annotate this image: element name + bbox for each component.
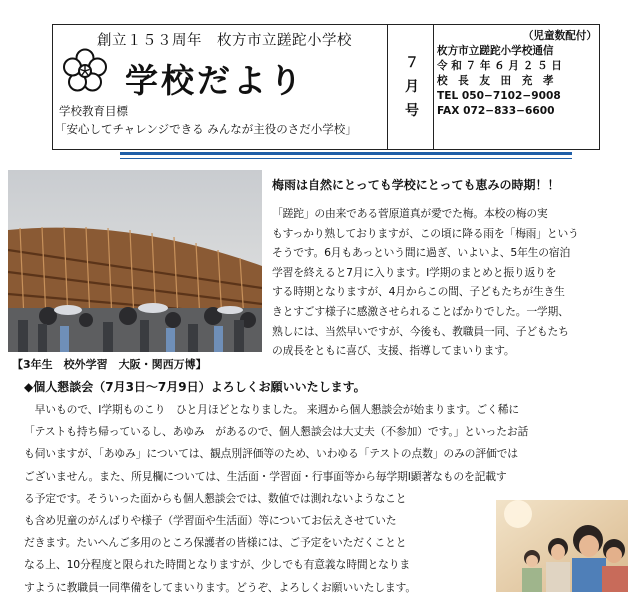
meeting-line: すように教職員一同準備をしてまいります。どうぞ、よろしくお願いいたします。 (24, 580, 416, 594)
article-line: する時期となりますが、4月からこの間、子どもたちが生き生 (272, 285, 565, 299)
section-rule (120, 152, 572, 155)
meeting-line: なる上、10分程度と限られた時間となりますが、少しでも有意義な時間となりま (24, 558, 411, 572)
goal-label: 学校教育目標 (59, 104, 128, 118)
meeting-line: も含め児童のがんばりや様子（学習面や生活面）等についてお伝えさせていた (24, 514, 397, 528)
article-line: 学習を終えると7月に入ります。Ⅰ学期のまとめと振り返りを (272, 265, 557, 279)
meeting-line: ございません。また、所見欄については、生活面・学習面・行事面等から毎学期Ⅰ顕著なものを記載す (24, 469, 507, 483)
children-photo (496, 500, 628, 592)
masthead-box (52, 24, 600, 150)
meeting-line: 早いもので、Ⅰ学期ものこり ひと月ほどとなりました。 来週から個人懇談会が始まります。ごく稀に (24, 403, 519, 416)
issue-date: 令 和 ７ 年 ６ 月 ２ ５ 日 (437, 60, 562, 72)
meeting-line: る予定です。そういった面からも個人懇談会では、数値では測れないようなこと (24, 491, 407, 505)
article-line: 「蹉跎」の由来である菅原道真が愛でた梅。本校の梅の実 (272, 207, 548, 220)
issuer-info (437, 29, 599, 119)
meeting-heading: ◆個人懇談会（7月3日～7月9日）よろしくお願いいたします。 (24, 380, 366, 394)
section-rule (120, 158, 572, 159)
meeting-line: も伺いますが、「あゆみ」については、観点別評価等のため、いわゆる「テストの点数」のみの評価では (24, 447, 518, 461)
meeting-line: 「テストも持ち帰っているし、あゆみ があるので、個人懇談会は大丈夫（不参加）です。」といったお話 (24, 425, 529, 439)
article-line: の成長をともに喜び、支援、指導してまいります。 (272, 344, 515, 358)
article-line: もすっかり熟しておりますが、この頃に降る雨を「梅雨」という (272, 226, 579, 240)
tel-number: TEL 050−7102−9008 (437, 90, 561, 102)
article-line: そうです。6月もあっという間に過ぎ、いよいよ、5年生の宿泊 (272, 246, 571, 260)
article-line: きとすごす様子に感激させられることばかりでした。一学期、 (272, 304, 569, 318)
issue-month-line: 月 (405, 79, 419, 95)
school-emblem-icon (61, 47, 109, 95)
masthead-divider (387, 25, 388, 149)
newsletter-title: 学校だより (125, 61, 305, 100)
issue-month (395, 51, 429, 123)
article-body (272, 204, 624, 361)
distribution-note: （児童数配付） (522, 30, 597, 42)
masthead-divider (433, 25, 434, 149)
school-name: 創立１５３周年 枚方市立蹉跎小学校 (97, 33, 352, 49)
issue-month-line: ７ (405, 55, 419, 71)
photo-caption: 【3年生 校外学習 大阪・関西万博】 (12, 358, 207, 371)
fax-number: FAX 072−833−6600 (437, 105, 555, 117)
issue-month-line: 号 (405, 103, 419, 119)
goal-text: 「安心してチャレンジできる みんなが主役のさだ小学校」 (55, 122, 357, 136)
meeting-line: だきます。たいへんご多用のところ保護者の皆様には、ご予定をいただくことと (24, 536, 407, 550)
principal-name: 校 長 友 田 充 孝 (437, 75, 554, 87)
expo-photo (8, 170, 262, 352)
article-line: 熟しには、当然早いですが、今後も、教職員一同、子どもたち (272, 324, 569, 338)
issuer-name: 枚方市立蹉跎小学校通信 (437, 45, 554, 57)
article-heading: 梅雨は自然にとっても学校にとっても恵みの時期！！ (272, 178, 560, 192)
